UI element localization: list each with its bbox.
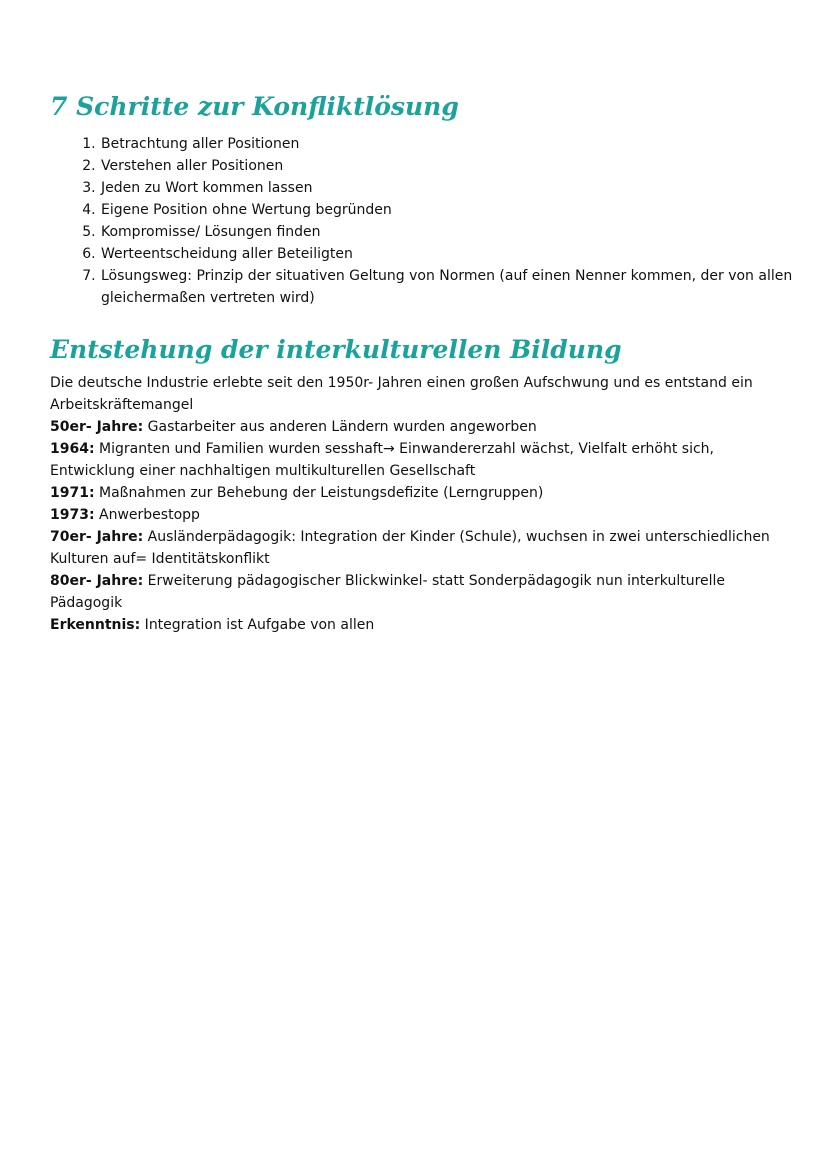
entry-label: 70er- Jahre: [50, 529, 144, 545]
entry-label: 1973: [50, 507, 95, 523]
step-item: 7. Lösungsweg: Prinzip der situativen Geltung von Normen (auf einen Nenner kommen, der von allen gleichermaßen vertreten wird) [100, 265, 800, 309]
step-item: 3. Jeden zu Wort kommen lassen [100, 177, 800, 199]
timeline-entry [50, 570, 780, 614]
entry-text: Ausländerpädagogik: Integration der Kinder (Schule), wuchsen in zwei unterschiedlichen Kulturen auf= Identitätskonflikt [50, 529, 770, 567]
conflict-steps-list [76, 133, 800, 309]
entry-label: 80er- Jahre: [50, 573, 144, 589]
intro-paragraph: Die deutsche Industrie erlebte seit den 1950r- Jahren einen großen Aufschwung und es entstand ein Arbeitskräftemangel [50, 375, 753, 413]
entry-text: Integration ist Aufgabe von allen [140, 617, 375, 633]
entry-label: 1964: [50, 441, 95, 457]
step-item: 5. Kompromisse/ Lösungen finden [100, 221, 800, 243]
entry-text: Erweiterung pädagogischer Blickwinkel- statt Sonderpädagogik nun interkulturelle Pädagogik [50, 573, 726, 611]
entry-text: Gastarbeiter aus anderen Ländern wurden angeworben [143, 419, 537, 435]
step-item: 2. Verstehen aller Positionen [100, 155, 800, 177]
timeline-entry [50, 482, 780, 504]
timeline-entry [50, 416, 780, 438]
entry-text: Anwerbestopp [94, 507, 200, 523]
entry-label: Erkenntnis: [50, 617, 141, 633]
step-item: 6. Werteentscheidung aller Beteiligten [100, 243, 800, 265]
intercultural-education-heading: Entstehung der interkulturellen Bildung [50, 335, 622, 364]
entry-label: 1971: [50, 485, 95, 501]
entry-label: 50er- Jahre: [50, 419, 144, 435]
timeline-entry [50, 526, 780, 570]
timeline-entry [50, 504, 780, 526]
intercultural-timeline [50, 372, 780, 636]
timeline-entry [50, 614, 780, 636]
conflict-resolution-heading: 7 Schritte zur Konfliktlösung [50, 92, 459, 121]
entry-text: Migranten und Familien wurden sesshaft→ Einwandererzahl wächst, Vielfalt erhöht sich, Entwicklung einer nachhaltigen multikulturellen Gesellschaft [50, 441, 714, 479]
step-item: 1. Betrachtung aller Positionen [100, 133, 800, 155]
timeline-entry [50, 438, 780, 482]
entry-text: Maßnahmen zur Behebung der Leistungsdefizite (Lerngruppen) [94, 485, 544, 501]
step-item: 4. Eigene Position ohne Wertung begründen [100, 199, 800, 221]
